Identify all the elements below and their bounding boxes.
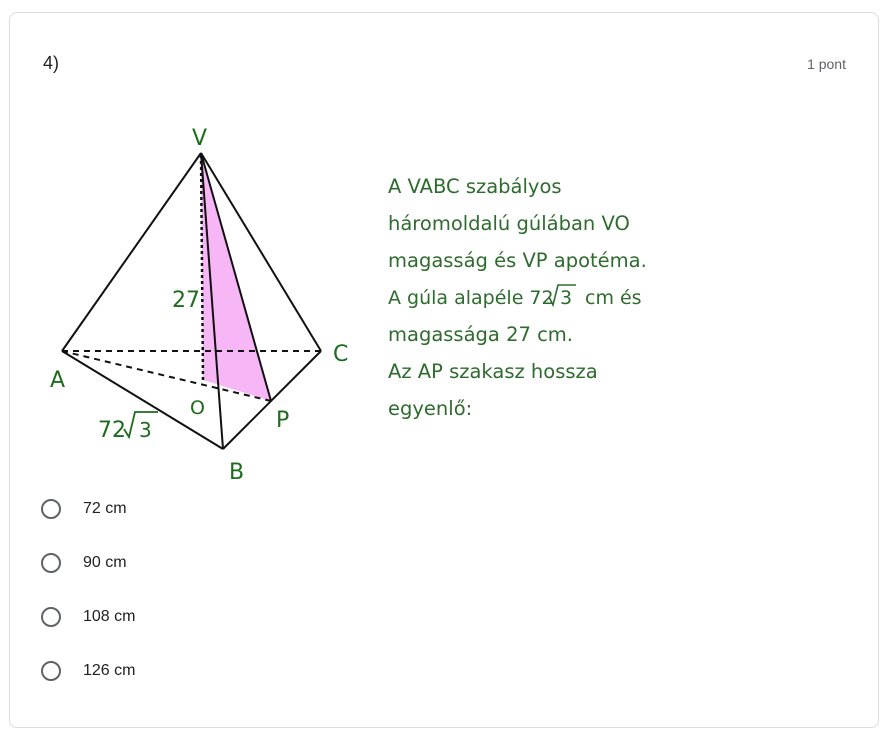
label-edge-radicand: 3 [139,418,152,442]
label-a: A [50,368,66,393]
problem-line-3: magasság és VP apotéma. [388,249,647,272]
label-edge-72: 72 [98,418,126,443]
option-108-cm[interactable] [41,599,135,635]
question-card [9,12,879,728]
label-v: V [192,126,208,151]
problem-line-4b: cm és [585,287,642,309]
answer-options [41,491,135,707]
label-o: O [190,397,205,419]
problem-line-4-radicand: 3 [560,287,573,309]
option-label: 72 cm [83,500,127,517]
radio-button[interactable] [41,499,61,519]
radio-button[interactable] [41,661,61,681]
option-label: 90 cm [83,554,127,571]
problem-line-6: Az AP szakasz hossza [388,360,598,383]
option-label: 108 cm [83,608,136,625]
edge-va [62,153,201,351]
problem-line-1: A VABC szabályos [388,175,562,198]
radio-button[interactable] [41,607,61,627]
problem-line-2: háromoldalú gúlában VO [388,212,630,235]
question-image [40,115,680,495]
option-72-cm[interactable] [41,491,135,527]
label-b: B [229,460,245,485]
question-number: 4) [43,53,60,73]
label-p: P [276,408,290,433]
option-90-cm[interactable] [41,545,135,581]
problem-line-5: magassága 27 cm. [388,323,573,346]
problem-line-4a: A gúla alapéle 72 [388,287,554,309]
option-label: 126 cm [83,662,136,679]
label-c: C [333,342,349,367]
question-points: 1 pont [807,56,846,72]
problem-line-7: egyenlő: [388,397,473,420]
option-126-cm[interactable] [41,653,135,689]
radio-button[interactable] [41,553,61,573]
label-height-27: 27 [172,288,200,313]
pyramid-diagram [40,115,680,495]
